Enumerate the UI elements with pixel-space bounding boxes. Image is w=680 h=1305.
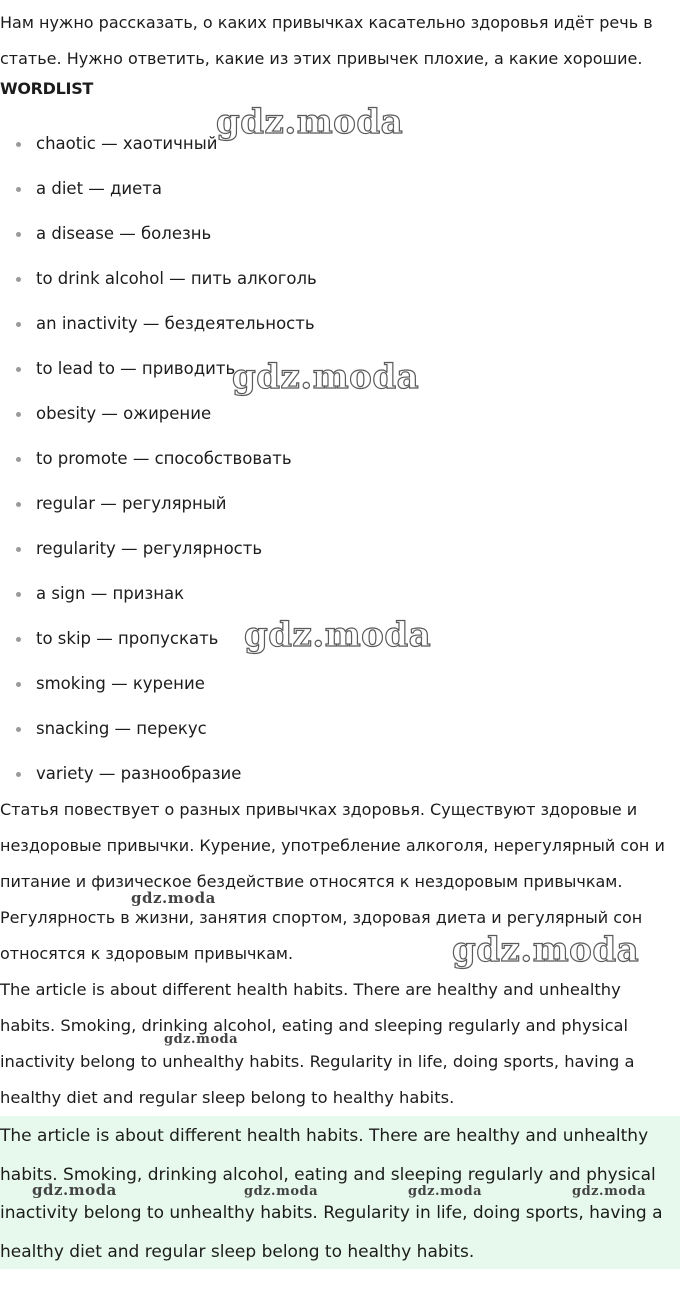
russian-summary: Статья повествует о разных привычках здоровья. Существуют здоровые и нездоровые привычки. Курение, употребление алкоголя, нерегулярный сон и питание и физическое бездействие относятся к нездоровым привычкам. Регулярность в жизни, занятия спортом, здоровая диета и регулярный сон относятся к здоровым привычкам. (0, 800, 665, 963)
watermark-logo: gdz.moda (216, 102, 404, 142)
wordlist-item (0, 751, 680, 796)
bullet-icon (16, 232, 21, 237)
bullet-icon (16, 592, 21, 597)
wordlist-item-text: a sign — признак (36, 584, 185, 603)
wordlist-item-text: smoking — курение (36, 674, 205, 693)
wordlist-item-text: to skip — пропускать (36, 629, 219, 648)
wordlist-heading: WORDLIST (0, 79, 94, 98)
watermark-logo: gdz.moda (244, 1184, 319, 1199)
wordlist-item (0, 346, 680, 391)
bullet-icon (16, 727, 21, 732)
watermark-logo: gdz.moda (32, 1181, 117, 1199)
bullet-icon (16, 682, 21, 687)
wordlist (0, 121, 680, 796)
wordlist-item (0, 571, 680, 616)
wordlist-item-text: to lead to — приводить (36, 359, 236, 378)
wordlist-item-text: regularity — регулярность (36, 539, 263, 558)
wordlist-item (0, 481, 680, 526)
answer-text: The article is about different health habits. There are healthy and unhealthy habits. Smoking, drinking alcohol, eating and sleeping regularly and physical inactivity belong to unhealthy habits. Regularity in life, doing sports, having a healthy diet and regular sleep belong to healthy habits. (0, 1126, 663, 1262)
watermark-logo: gdz.moda (164, 1032, 239, 1047)
wordlist-item (0, 661, 680, 706)
wordlist-item-text: a diet — диета (36, 179, 163, 198)
wordlist-item (0, 166, 680, 211)
bullet-icon (16, 367, 21, 372)
wordlist-item (0, 526, 680, 571)
wordlist-item (0, 391, 680, 436)
wordlist-item-text: variety — разнообразие (36, 764, 242, 783)
intro-text: Нам нужно рассказать, о каких привычках касательно здоровья идёт речь в статье. Нужно ответить, какие из этих привычек плохие, а какие хорошие. (0, 13, 653, 68)
bullet-icon (16, 457, 21, 462)
bullet-icon (16, 187, 21, 192)
wordlist-item-text: an inactivity — бездеятельность (36, 314, 315, 333)
watermark-logo: gdz.moda (408, 1184, 483, 1199)
watermark-logo: gdz.moda (232, 357, 420, 397)
wordlist-item-text: obesity — ожирение (36, 404, 212, 423)
wordlist-item (0, 436, 680, 481)
wordlist-item (0, 121, 680, 166)
english-summary: The article is about different health habits. There are healthy and unhealthy habits. Smoking, drinking alcohol, eating and sleeping regularly and physical inactivity belong to unhealthy habits. Regularity in life, doing sports, having a healthy diet and regular sleep belong to healthy habits. (0, 980, 635, 1107)
bullet-icon (16, 277, 21, 282)
bullet-icon (16, 142, 21, 147)
bullet-icon (16, 772, 21, 777)
bullet-icon (16, 547, 21, 552)
watermark-logo: gdz.moda (452, 930, 640, 970)
bullet-icon (16, 322, 21, 327)
bullet-icon (16, 637, 21, 642)
wordlist-item-text: regular — регулярный (36, 494, 227, 513)
wordlist-item-text: chaotic — хаотичный (36, 134, 218, 153)
watermark-logo: gdz.moda (131, 889, 216, 907)
watermark-logo: gdz.moda (572, 1184, 647, 1199)
bullet-icon (16, 412, 21, 417)
watermark-logo: gdz.moda (244, 615, 432, 655)
wordlist-item-text: snacking — перекус (36, 719, 207, 738)
wordlist-item-text: to promote — способствовать (36, 449, 292, 468)
wordlist-item-text: to drink alcohol — пить алкоголь (36, 269, 317, 288)
wordlist-item (0, 706, 680, 751)
bullet-icon (16, 502, 21, 507)
wordlist-item (0, 301, 680, 346)
wordlist-item (0, 616, 680, 661)
wordlist-item-text: a disease — болезнь (36, 224, 212, 243)
wordlist-item (0, 256, 680, 301)
wordlist-item (0, 211, 680, 256)
